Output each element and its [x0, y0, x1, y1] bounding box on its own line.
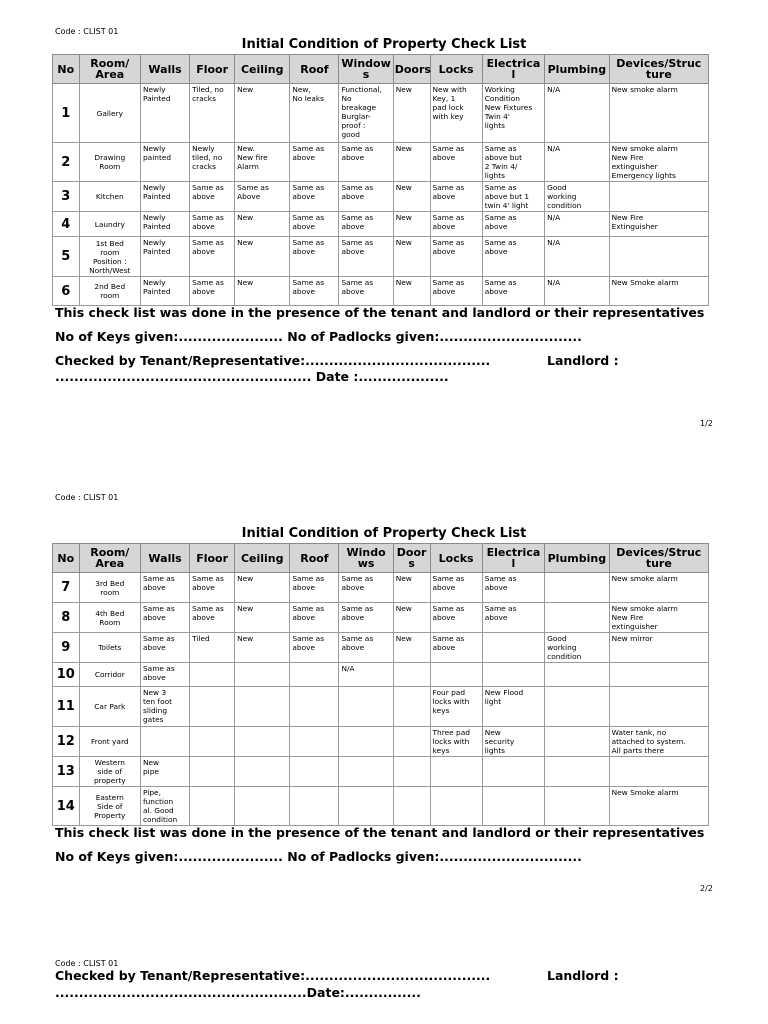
column-header: Roof — [290, 55, 339, 84]
checklist-table — [52, 543, 709, 826]
column-header: Locks — [430, 544, 482, 573]
cell-windows: Same as above — [339, 212, 393, 237]
table-row — [53, 603, 709, 633]
cell-doors: New — [393, 603, 430, 633]
cell-electrical — [482, 663, 544, 687]
cell-devices: New Smoke alarm — [609, 787, 708, 826]
cell-doors — [393, 663, 430, 687]
row-number: 7 — [53, 573, 80, 603]
cell-ceiling — [235, 757, 290, 787]
cell-doors — [393, 727, 430, 757]
cell-electrical: Same as above — [482, 237, 544, 277]
cell-electrical: Same as above — [482, 573, 544, 603]
cell-devices — [609, 182, 708, 212]
cell-roof: New, No leaks — [290, 84, 339, 143]
cell-plumbing: N/A — [545, 84, 609, 143]
cell-windows: Same as above — [339, 277, 393, 306]
cell-ceiling — [235, 727, 290, 757]
cell-floor — [190, 787, 235, 826]
column-header: Devices/Struc ture — [609, 55, 708, 84]
cell-walls: New pipe — [140, 757, 189, 787]
cell-windows: Same as above — [339, 237, 393, 277]
table-row — [53, 573, 709, 603]
cell-room: Front yard — [79, 727, 140, 757]
cell-room: Laundry — [79, 212, 140, 237]
table-row — [53, 757, 709, 787]
table-row — [53, 84, 709, 143]
row-number: 13 — [53, 757, 80, 787]
checked-by-line: Checked by Tenant/Representative:....................................... — [55, 353, 491, 368]
cell-ceiling: New — [235, 603, 290, 633]
column-header: Walls — [140, 544, 189, 573]
column-header: Devices/Struc ture — [609, 544, 708, 573]
cell-room: 1st Bed room Position : North/West — [79, 237, 140, 277]
cell-floor: Same as above — [190, 573, 235, 603]
cell-roof: Same as above — [290, 603, 339, 633]
cell-electrical: Working Condition New Fixtures Twin 4' lights — [482, 84, 544, 143]
cell-room: Western side of property — [79, 757, 140, 787]
column-header: Plumbing — [545, 544, 609, 573]
date-line: ...................................................... Date :................... — [55, 369, 449, 384]
cell-electrical: New Flood light — [482, 687, 544, 727]
cell-floor: Same as above — [190, 237, 235, 277]
cell-roof: Same as above — [290, 573, 339, 603]
cell-floor: Same as above — [190, 212, 235, 237]
cell-locks: Same as above — [430, 573, 482, 603]
cell-room: Corridor — [79, 663, 140, 687]
cell-room: Kitchen — [79, 182, 140, 212]
cell-doors: New — [393, 182, 430, 212]
cell-ceiling: New — [235, 633, 290, 663]
cell-windows: Same as above — [339, 633, 393, 663]
table-row — [53, 787, 709, 826]
cell-devices: New smoke alarm — [609, 84, 708, 143]
column-header: Ceiling — [235, 55, 290, 84]
row-number: 6 — [53, 277, 80, 306]
cell-roof — [290, 663, 339, 687]
cell-roof: Same as above — [290, 277, 339, 306]
column-header: Windo ws — [339, 544, 393, 573]
cell-walls: New 3 ten foot sliding gates — [140, 687, 189, 727]
cell-floor — [190, 687, 235, 727]
cell-floor — [190, 663, 235, 687]
cell-windows: Same as above — [339, 573, 393, 603]
column-header: Window s — [339, 55, 393, 84]
cell-walls: Newly Painted — [140, 182, 189, 212]
table-row — [53, 182, 709, 212]
row-number: 10 — [53, 663, 80, 687]
cell-locks: Same as above — [430, 212, 482, 237]
cell-plumbing — [545, 787, 609, 826]
cell-locks: Same as above — [430, 633, 482, 663]
cell-locks: Same as above — [430, 237, 482, 277]
cell-windows: Same as above — [339, 182, 393, 212]
row-number: 2 — [53, 143, 80, 182]
column-header: Electrica l — [482, 544, 544, 573]
table-row — [53, 633, 709, 663]
cell-electrical: Same as above — [482, 212, 544, 237]
cell-electrical: Same as above but 1 twin 4' light — [482, 182, 544, 212]
page-title: Initial Condition of Property Check List — [241, 526, 527, 541]
cell-windows — [339, 727, 393, 757]
cell-walls — [140, 727, 189, 757]
row-number: 1 — [53, 84, 80, 143]
cell-floor: Tiled, no cracks — [190, 84, 235, 143]
cell-walls: Newly Painted — [140, 212, 189, 237]
cell-doors — [393, 787, 430, 826]
cell-locks: Same as above — [430, 143, 482, 182]
cell-room: Toilets — [79, 633, 140, 663]
cell-room: Gallery — [79, 84, 140, 143]
cell-locks: New with Key, 1 pad lock with key — [430, 84, 482, 143]
page-number: 2/2 — [700, 884, 713, 893]
cell-roof — [290, 687, 339, 727]
cell-room: 4th Bed Room — [79, 603, 140, 633]
cell-locks: Same as above — [430, 603, 482, 633]
cell-room: 2nd Bed room — [79, 277, 140, 306]
cell-ceiling: New — [235, 573, 290, 603]
page-number: 1/2 — [700, 419, 713, 428]
cell-devices — [609, 237, 708, 277]
cell-devices: New smoke alarm New Fire extinguisher — [609, 603, 708, 633]
cell-devices: New Smoke alarm — [609, 277, 708, 306]
cell-devices: New smoke alarm — [609, 573, 708, 603]
cell-floor: Tiled — [190, 633, 235, 663]
column-header: Floor — [190, 544, 235, 573]
cell-locks — [430, 757, 482, 787]
cell-roof: Same as above — [290, 212, 339, 237]
cell-electrical — [482, 633, 544, 663]
cell-locks — [430, 787, 482, 826]
cell-floor: Same as above — [190, 277, 235, 306]
checked-by-line: Checked by Tenant/Representative:....................................... — [55, 968, 491, 983]
cell-devices: New mirror — [609, 633, 708, 663]
row-number: 3 — [53, 182, 80, 212]
cell-plumbing: Good working condition — [545, 182, 609, 212]
column-header: Roof — [290, 544, 339, 573]
cell-room: Drawing Room — [79, 143, 140, 182]
cell-roof — [290, 787, 339, 826]
cell-devices — [609, 687, 708, 727]
column-header: No — [53, 544, 80, 573]
cell-doors: New — [393, 84, 430, 143]
landlord-label: Landlord : — [547, 353, 619, 368]
cell-roof — [290, 727, 339, 757]
cell-devices: New Fire Extinguisher — [609, 212, 708, 237]
table-row — [53, 727, 709, 757]
cell-plumbing — [545, 573, 609, 603]
cell-ceiling: New — [235, 84, 290, 143]
cell-plumbing — [545, 603, 609, 633]
cell-roof: Same as above — [290, 633, 339, 663]
cell-walls: Same as above — [140, 633, 189, 663]
cell-windows: Same as above — [339, 603, 393, 633]
cell-doors: New — [393, 143, 430, 182]
cell-locks: Four pad locks with keys — [430, 687, 482, 727]
table-row — [53, 212, 709, 237]
table-row — [53, 687, 709, 727]
cell-doors — [393, 687, 430, 727]
column-header: Room/ Area — [79, 544, 140, 573]
cell-ceiling — [235, 787, 290, 826]
cell-doors: New — [393, 573, 430, 603]
cell-walls: Newly painted — [140, 143, 189, 182]
row-number: 4 — [53, 212, 80, 237]
cell-walls: Pipe, function al. Good condition — [140, 787, 189, 826]
cell-electrical — [482, 787, 544, 826]
row-number: 11 — [53, 687, 80, 727]
presence-statement: This check list was done in the presence of the tenant and landlord or their representatives — [55, 305, 705, 320]
cell-devices — [609, 757, 708, 787]
cell-ceiling — [235, 687, 290, 727]
cell-floor — [190, 727, 235, 757]
cell-plumbing — [545, 727, 609, 757]
cell-floor: Newly tiled, no cracks — [190, 143, 235, 182]
cell-windows — [339, 757, 393, 787]
cell-walls: Newly Painted — [140, 84, 189, 143]
cell-ceiling: New — [235, 212, 290, 237]
cell-floor — [190, 757, 235, 787]
column-header: Walls — [140, 55, 189, 84]
cell-windows — [339, 687, 393, 727]
cell-plumbing: N/A — [545, 143, 609, 182]
cell-plumbing: Good working condition — [545, 633, 609, 663]
page-title: Initial Condition of Property Check List — [241, 37, 527, 52]
cell-plumbing — [545, 663, 609, 687]
cell-windows: Same as above — [339, 143, 393, 182]
cell-doors: New — [393, 237, 430, 277]
cell-ceiling — [235, 663, 290, 687]
column-header: Door s — [393, 544, 430, 573]
cell-plumbing: N/A — [545, 212, 609, 237]
cell-ceiling: Same as Above — [235, 182, 290, 212]
cell-room: Car Park — [79, 687, 140, 727]
cell-devices: Water tank, no attached to system. All parts there — [609, 727, 708, 757]
column-header: Ceiling — [235, 544, 290, 573]
presence-statement: This check list was done in the presence of the tenant and landlord or their representatives — [55, 825, 705, 840]
row-number: 12 — [53, 727, 80, 757]
cell-electrical: Same as above but 2 Twin 4/ lights — [482, 143, 544, 182]
document-code: Code : CLIST 01 — [55, 959, 119, 968]
cell-locks: Three pad locks with keys — [430, 727, 482, 757]
cell-room: 3rd Bed room — [79, 573, 140, 603]
cell-doors: New — [393, 212, 430, 237]
cell-devices: New smoke alarm New Fire extinguisher Emergency lights — [609, 143, 708, 182]
cell-walls: Same as above — [140, 573, 189, 603]
cell-electrical — [482, 757, 544, 787]
cell-roof — [290, 757, 339, 787]
cell-locks: Same as above — [430, 182, 482, 212]
cell-roof: Same as above — [290, 182, 339, 212]
cell-ceiling: New — [235, 277, 290, 306]
landlord-label: Landlord : — [547, 968, 619, 983]
table-row — [53, 277, 709, 306]
cell-walls: Newly Painted — [140, 237, 189, 277]
checklist-table — [52, 54, 709, 306]
cell-electrical: Same as above — [482, 277, 544, 306]
cell-walls: Same as above — [140, 603, 189, 633]
column-header: Plumbing — [545, 55, 609, 84]
cell-electrical: Same as above — [482, 603, 544, 633]
document-code: Code : CLIST 01 — [55, 493, 119, 502]
keys-line: No of Keys given:...................... No of Padlocks given:.............................. — [55, 329, 582, 344]
cell-doors: New — [393, 277, 430, 306]
cell-plumbing: N/A — [545, 277, 609, 306]
cell-floor: Same as above — [190, 603, 235, 633]
cell-locks — [430, 663, 482, 687]
cell-walls: Same as above — [140, 663, 189, 687]
cell-plumbing: N/A — [545, 237, 609, 277]
column-header: Floor — [190, 55, 235, 84]
row-number: 5 — [53, 237, 80, 277]
document-code: Code : CLIST 01 — [55, 27, 119, 36]
cell-plumbing — [545, 757, 609, 787]
cell-locks: Same as above — [430, 277, 482, 306]
cell-room: Eastern Side of Property — [79, 787, 140, 826]
cell-ceiling: New. New fire Alarm — [235, 143, 290, 182]
cell-windows: N/A — [339, 663, 393, 687]
cell-windows — [339, 787, 393, 826]
cell-roof: Same as above — [290, 237, 339, 277]
column-header: Room/ Area — [79, 55, 140, 84]
column-header: No — [53, 55, 80, 84]
cell-floor: Same as above — [190, 182, 235, 212]
cell-roof: Same as above — [290, 143, 339, 182]
column-header: Electrica l — [482, 55, 544, 84]
cell-walls: Newly Painted — [140, 277, 189, 306]
cell-electrical: New security lights — [482, 727, 544, 757]
table-row — [53, 237, 709, 277]
date-line: .....................................................Date:................ — [55, 985, 421, 1000]
row-number: 9 — [53, 633, 80, 663]
row-number: 8 — [53, 603, 80, 633]
column-header: Doors — [393, 55, 430, 84]
row-number: 14 — [53, 787, 80, 826]
cell-devices — [609, 663, 708, 687]
cell-doors — [393, 757, 430, 787]
column-header: Locks — [430, 55, 482, 84]
table-row — [53, 143, 709, 182]
table-row — [53, 663, 709, 687]
cell-ceiling: New — [235, 237, 290, 277]
cell-doors: New — [393, 633, 430, 663]
cell-windows: Functional, No breakage Burglar- proof : good — [339, 84, 393, 143]
keys-line: No of Keys given:...................... No of Padlocks given:.............................. — [55, 849, 582, 864]
cell-plumbing — [545, 687, 609, 727]
